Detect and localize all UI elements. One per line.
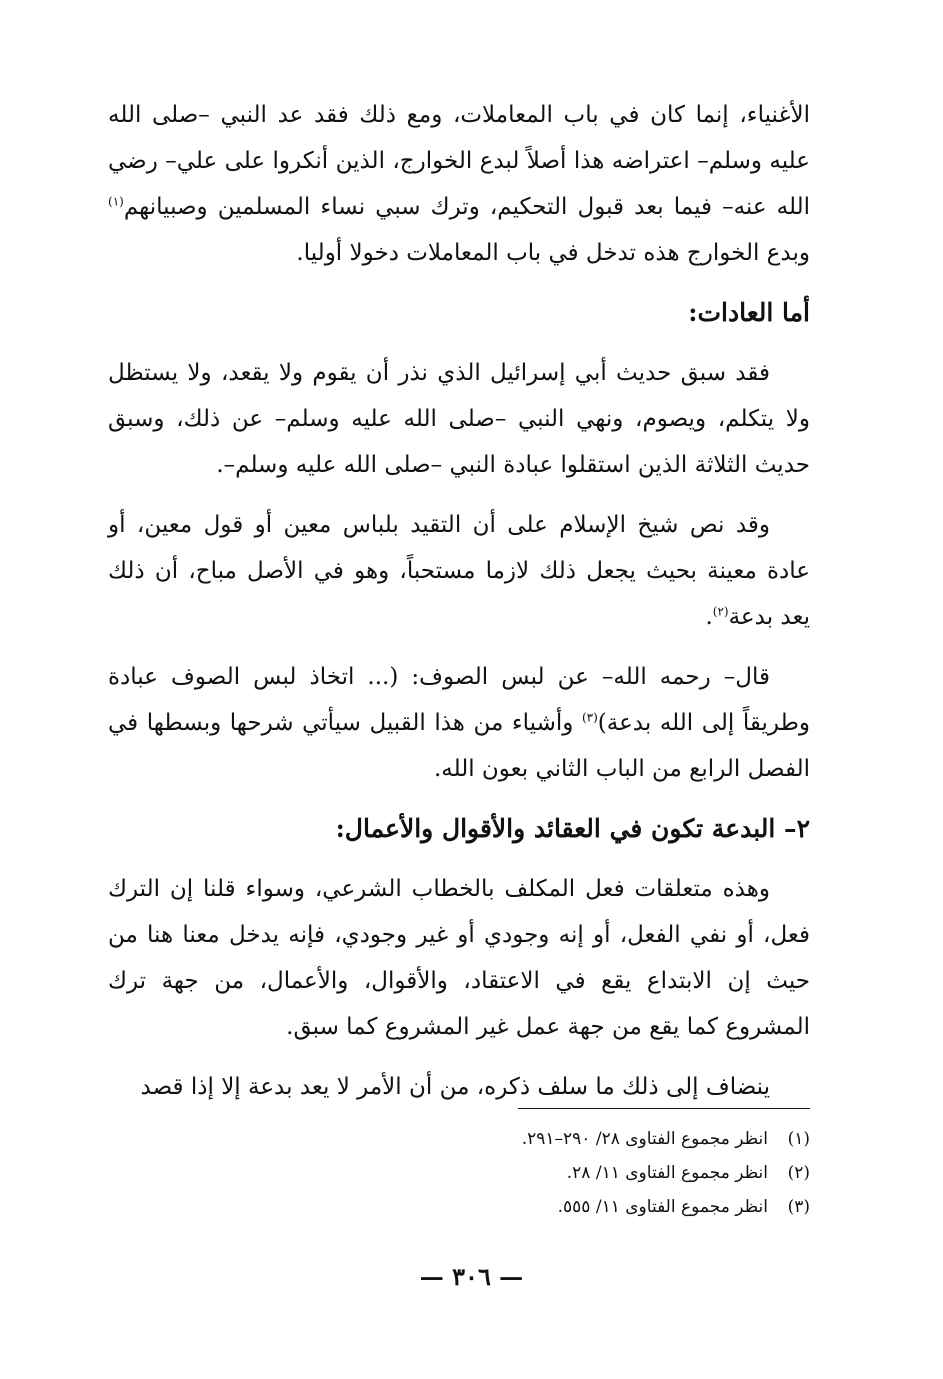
intro-paragraph — [108, 92, 810, 276]
intro-text-cont: وبدع الخوارج هذه تدخل في باب المعاملات دخولا أوليا. — [296, 240, 810, 266]
footnote-ref-2[interactable]: (٢) — [712, 604, 729, 619]
footnote-2 — [108, 1156, 810, 1190]
footnote-text: انظر مجموع الفتاوى ٢٨/ ٢٩٠–٢٩١. — [521, 1129, 768, 1149]
sheikh-paragraph — [108, 502, 810, 640]
footnote-3 — [108, 1190, 810, 1224]
heading-section-2: ٢– البدعة تكون في العقائد والأقوال والأعمال: — [335, 814, 810, 843]
quote-text-cont: وأشياء من هذا القبيل سيأتي شرحها وبسطها في الفصل الرابع من الباب الثاني بعون الله. — [108, 710, 810, 782]
footnote-ref-3[interactable]: (٣) — [581, 710, 598, 725]
section2-paragraph: وهذه متعلقات فعل المكلف بالخطاب الشرعي، وسواء قلنا إن الترك فعل، أو نفي الفعل، أو إنه وجودي أو غير وجودي، فإنه يدخل معنا هنا من حيث إن الابتداع يقع في الاعتقاد، والأقوال، والأعمال، من جهة ترك المشروع كما يقع من جهة عمل غير المشروع كما سبق. — [108, 876, 810, 1040]
intro-text: الأغنياء، إنما كان في باب المعاملات، ومع ذلك فقد عد النبي –صلى الله عليه وسلم– اعتراضه هذا أصلاً لبدع الخوارج، الذين أنكروا على علي– رضي الله عنه– فيما بعد قبول التحكيم، وترك سبي نساء المسلمين وصبيانهم — [108, 102, 810, 220]
customs-paragraph: فقد سبق حديث أبي إسرائيل الذي نذر أن يقوم ولا يقعد، ولا يستظل ولا يتكلم، ويصوم، ونهي النبي –صلى الله عليه وسلم– عن ذلك، وسبق حديث الثلاثة الذين استقلوا عبادة النبي –صلى الله عليه وسلم–. — [108, 360, 810, 478]
sheikh-end: . — [705, 604, 713, 630]
footnote-ref-1[interactable]: (١) — [108, 194, 124, 209]
footnotes — [108, 1122, 810, 1224]
footnote-divider — [518, 1108, 810, 1109]
footnote-number: (١) — [787, 1129, 810, 1149]
footnote-number: (٣) — [787, 1197, 810, 1217]
quote-paragraph — [108, 654, 810, 792]
page-number: — ٣٠٦ — — [419, 1262, 524, 1291]
footnote-text: انظر مجموع الفتاوى ١١/ ٢٨. — [566, 1163, 768, 1183]
footnote-text: انظر مجموع الفتاوى ١١/ ٥٥٥. — [557, 1197, 768, 1217]
last-paragraph: ينضاف إلى ذلك ما سلف ذكره، من أن الأمر لا يعد بدعة إلا إذا قصد — [140, 1074, 770, 1100]
footnote-number: (٢) — [787, 1163, 810, 1183]
sheikh-text: وقد نص شيخ الإسلام على أن التقيد بلباس معين أو قول معين، أو عادة معينة بحيث يجعل ذلك لازما مستحباً، وهو في الأصل مباح، أن ذلك يعد بدعة — [108, 512, 810, 630]
footnote-1 — [108, 1122, 810, 1156]
quote-text: قال– رحمه الله– عن لبس الصوف: (... اتخاذ لبس الصوف عبادة وطريقاً إلى الله بدعة) — [108, 664, 810, 736]
page-body — [108, 92, 810, 1110]
heading-customs: أما العادات: — [688, 298, 810, 327]
